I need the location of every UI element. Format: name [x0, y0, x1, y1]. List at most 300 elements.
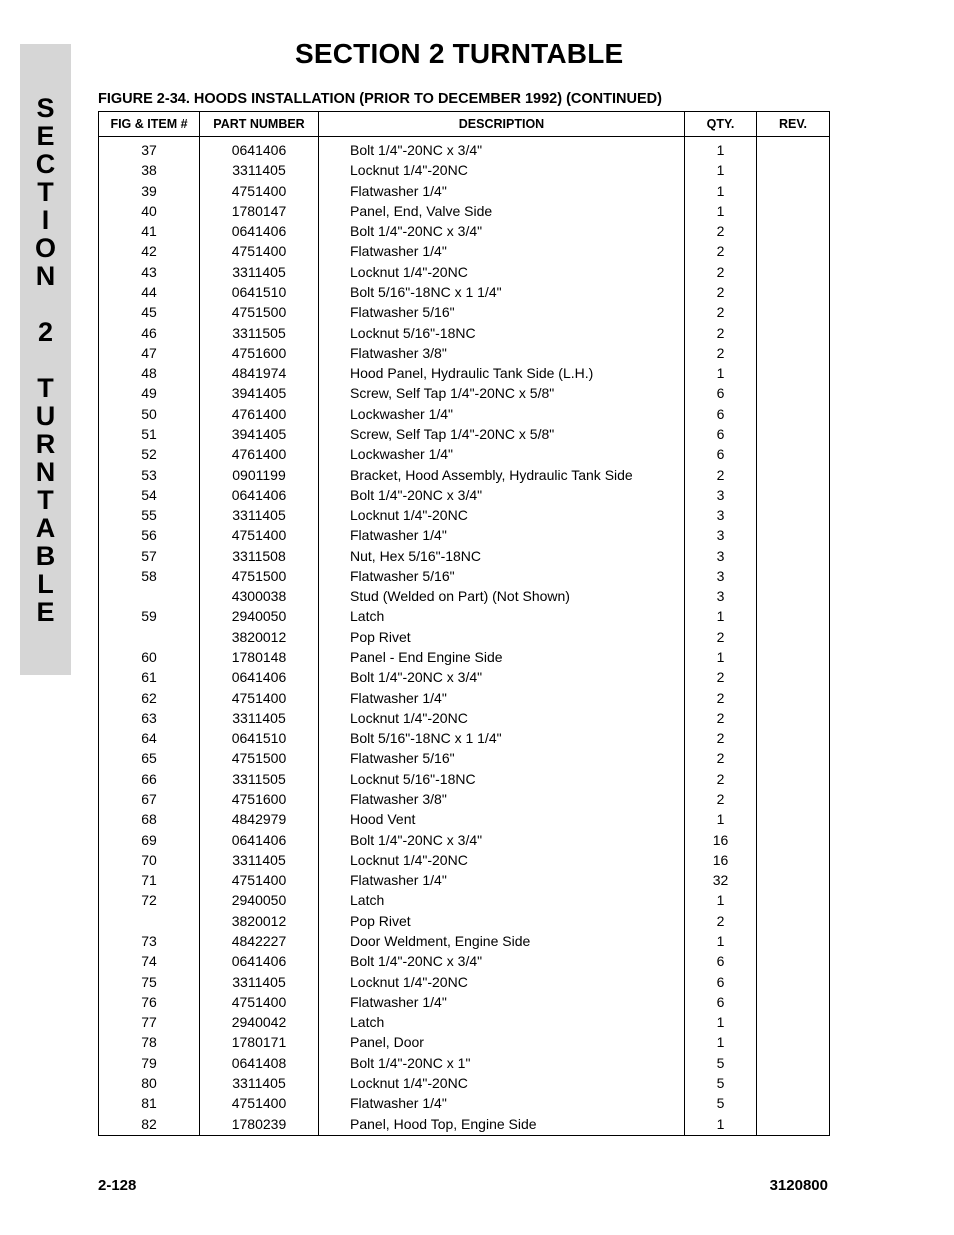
cell-qty: 5: [685, 1053, 757, 1073]
cell-part-number: 3311405: [200, 262, 319, 282]
table-row: [99, 728, 830, 748]
document-number: 3120800: [769, 1177, 828, 1194]
table-row: [99, 647, 830, 667]
cell-fig-item: 38: [99, 160, 200, 180]
cell-fig-item: 51: [99, 424, 200, 444]
table-row: [99, 221, 830, 241]
cell-rev: [757, 972, 830, 992]
cell-part-number: 4842979: [200, 809, 319, 829]
cell-qty: 1: [685, 809, 757, 829]
cell-fig-item: 61: [99, 667, 200, 687]
table-row: [99, 586, 830, 606]
cell-fig-item: 75: [99, 972, 200, 992]
side-tab-letter: C: [35, 149, 56, 179]
cell-qty: 1: [685, 647, 757, 667]
table-header: [99, 112, 830, 137]
table-row: [99, 890, 830, 910]
cell-fig-item: 70: [99, 850, 200, 870]
table-row: [99, 485, 830, 505]
cell-part-number: 2940042: [200, 1012, 319, 1032]
table-row: [99, 363, 830, 383]
cell-fig-item: [99, 911, 200, 931]
cell-description: Panel, Hood Top, Engine Side: [319, 1114, 685, 1136]
cell-fig-item: 71: [99, 870, 200, 890]
cell-rev: [757, 566, 830, 586]
cell-rev: [757, 201, 830, 221]
cell-description: Bolt 1/4"-20NC x 3/4": [319, 221, 685, 241]
cell-part-number: 0641406: [200, 137, 319, 161]
cell-qty: 1: [685, 606, 757, 626]
table-row: [99, 951, 830, 971]
cell-rev: [757, 911, 830, 931]
cell-part-number: 4751400: [200, 241, 319, 261]
table-row: [99, 972, 830, 992]
cell-qty: 3: [685, 586, 757, 606]
side-tab-letters: [20, 94, 71, 626]
cell-part-number: 4841974: [200, 363, 319, 383]
table-row: [99, 262, 830, 282]
cell-description: Bolt 1/4"-20NC x 3/4": [319, 485, 685, 505]
side-tab-letter: E: [36, 597, 55, 627]
cell-rev: [757, 1073, 830, 1093]
cell-rev: [757, 789, 830, 809]
cell-part-number: 0641406: [200, 951, 319, 971]
cell-fig-item: 67: [99, 789, 200, 809]
cell-fig-item: 49: [99, 383, 200, 403]
cell-fig-item: 58: [99, 566, 200, 586]
cell-description: Bolt 1/4"-20NC x 3/4": [319, 830, 685, 850]
cell-qty: 1: [685, 931, 757, 951]
cell-qty: 3: [685, 525, 757, 545]
cell-qty: 1: [685, 1032, 757, 1052]
cell-rev: [757, 404, 830, 424]
cell-rev: [757, 647, 830, 667]
table-row: [99, 606, 830, 626]
cell-fig-item: 78: [99, 1032, 200, 1052]
cell-part-number: 3941405: [200, 424, 319, 444]
cell-fig-item: 57: [99, 546, 200, 566]
header-row: [99, 112, 830, 137]
cell-part-number: 0641510: [200, 728, 319, 748]
cell-description: Bolt 5/16"-18NC x 1 1/4": [319, 728, 685, 748]
cell-fig-item: 45: [99, 302, 200, 322]
cell-description: Locknut 1/4"-20NC: [319, 708, 685, 728]
cell-part-number: 4751400: [200, 525, 319, 545]
cell-fig-item: 46: [99, 323, 200, 343]
page-title: SECTION 2 TURNTABLE: [295, 38, 624, 69]
cell-description: Flatwasher 5/16": [319, 302, 685, 322]
cell-rev: [757, 870, 830, 890]
header-part-number: PART NUMBER: [200, 112, 319, 137]
cell-description: Pop Rivet: [319, 627, 685, 647]
cell-part-number: 3941405: [200, 383, 319, 403]
cell-rev: [757, 667, 830, 687]
cell-description: Panel - End Engine Side: [319, 647, 685, 667]
table-row: [99, 302, 830, 322]
parts-table: [98, 111, 830, 1136]
table-row: [99, 1032, 830, 1052]
table-row: [99, 383, 830, 403]
cell-description: Screw, Self Tap 1/4"-20NC x 5/8": [319, 424, 685, 444]
side-tab-letter: T: [37, 485, 54, 515]
table-row: [99, 992, 830, 1012]
section-side-tab: [20, 44, 71, 675]
table-row: [99, 241, 830, 261]
cell-fig-item: [99, 627, 200, 647]
cell-part-number: 0641406: [200, 830, 319, 850]
cell-part-number: 1780148: [200, 647, 319, 667]
cell-fig-item: 42: [99, 241, 200, 261]
header-description: DESCRIPTION: [319, 112, 685, 137]
cell-qty: 32: [685, 870, 757, 890]
cell-qty: 6: [685, 972, 757, 992]
cell-rev: [757, 1032, 830, 1052]
cell-fig-item: 69: [99, 830, 200, 850]
cell-fig-item: 60: [99, 647, 200, 667]
cell-description: Locknut 5/16"-18NC: [319, 323, 685, 343]
cell-qty: 2: [685, 302, 757, 322]
table-row: [99, 1053, 830, 1073]
table-row: [99, 525, 830, 545]
table-body: [99, 137, 830, 1136]
cell-part-number: 0641406: [200, 667, 319, 687]
cell-rev: [757, 424, 830, 444]
cell-fig-item: 59: [99, 606, 200, 626]
cell-qty: 2: [685, 241, 757, 261]
table-row: [99, 546, 830, 566]
cell-rev: [757, 1093, 830, 1113]
table-row: [99, 1012, 830, 1032]
table-row: [99, 465, 830, 485]
cell-fig-item: 47: [99, 343, 200, 363]
cell-rev: [757, 627, 830, 647]
table-row: [99, 688, 830, 708]
cell-qty: 1: [685, 137, 757, 161]
cell-part-number: 3311405: [200, 972, 319, 992]
cell-rev: [757, 1012, 830, 1032]
cell-qty: 3: [685, 485, 757, 505]
cell-qty: 5: [685, 1093, 757, 1113]
cell-qty: 1: [685, 1012, 757, 1032]
cell-part-number: 1780147: [200, 201, 319, 221]
cell-qty: 6: [685, 424, 757, 444]
cell-description: Flatwasher 1/4": [319, 1093, 685, 1113]
cell-qty: 2: [685, 708, 757, 728]
cell-qty: 1: [685, 201, 757, 221]
cell-description: Flatwasher 3/8": [319, 789, 685, 809]
cell-qty: 6: [685, 951, 757, 971]
cell-part-number: 4751400: [200, 870, 319, 890]
table-row: [99, 1114, 830, 1136]
cell-rev: [757, 688, 830, 708]
cell-part-number: 4761400: [200, 444, 319, 464]
cell-description: Lockwasher 1/4": [319, 404, 685, 424]
cell-part-number: 0641510: [200, 282, 319, 302]
cell-rev: [757, 262, 830, 282]
cell-description: Locknut 1/4"-20NC: [319, 262, 685, 282]
table-row: [99, 667, 830, 687]
cell-fig-item: 50: [99, 404, 200, 424]
cell-rev: [757, 890, 830, 910]
cell-part-number: 4761400: [200, 404, 319, 424]
cell-description: Flatwasher 1/4": [319, 181, 685, 201]
cell-fig-item: 53: [99, 465, 200, 485]
cell-fig-item: 72: [99, 890, 200, 910]
side-tab-letter: B: [35, 541, 56, 571]
side-tab-letter: U: [35, 401, 56, 431]
cell-fig-item: 65: [99, 748, 200, 768]
cell-qty: 3: [685, 546, 757, 566]
cell-rev: [757, 748, 830, 768]
cell-qty: 2: [685, 627, 757, 647]
cell-rev: [757, 931, 830, 951]
side-tab-letter: I: [41, 205, 50, 235]
cell-rev: [757, 586, 830, 606]
cell-rev: [757, 606, 830, 626]
cell-qty: 2: [685, 688, 757, 708]
table-row: [99, 181, 830, 201]
cell-fig-item: 76: [99, 992, 200, 1012]
cell-part-number: 3311405: [200, 160, 319, 180]
cell-description: Pop Rivet: [319, 911, 685, 931]
table-row: [99, 160, 830, 180]
cell-description: Bolt 5/16"-18NC x 1 1/4": [319, 282, 685, 302]
cell-description: Locknut 5/16"-18NC: [319, 769, 685, 789]
cell-part-number: 0641406: [200, 485, 319, 505]
cell-part-number: 0641408: [200, 1053, 319, 1073]
cell-rev: [757, 1114, 830, 1136]
table-row: [99, 137, 830, 161]
cell-qty: 2: [685, 667, 757, 687]
cell-part-number: 3311405: [200, 850, 319, 870]
cell-description: Bolt 1/4"-20NC x 3/4": [319, 951, 685, 971]
cell-part-number: 3820012: [200, 911, 319, 931]
cell-part-number: 3311405: [200, 505, 319, 525]
cell-description: Latch: [319, 1012, 685, 1032]
cell-part-number: 4751400: [200, 1093, 319, 1113]
cell-description: Flatwasher 5/16": [319, 566, 685, 586]
cell-part-number: 3311405: [200, 1073, 319, 1093]
cell-fig-item: 73: [99, 931, 200, 951]
cell-part-number: 4751500: [200, 748, 319, 768]
cell-qty: 2: [685, 282, 757, 302]
cell-fig-item: 44: [99, 282, 200, 302]
table-row: [99, 424, 830, 444]
cell-description: Bolt 1/4"-20NC x 3/4": [319, 137, 685, 161]
side-tab-letter: L: [37, 569, 54, 599]
cell-part-number: 4751600: [200, 789, 319, 809]
side-tab-letter: 2: [37, 317, 54, 347]
cell-qty: 2: [685, 465, 757, 485]
table-row: [99, 870, 830, 890]
table-row: [99, 1073, 830, 1093]
table-row: [99, 809, 830, 829]
cell-description: Locknut 1/4"-20NC: [319, 505, 685, 525]
cell-qty: 2: [685, 789, 757, 809]
cell-description: Door Weldment, Engine Side: [319, 931, 685, 951]
cell-description: Locknut 1/4"-20NC: [319, 1073, 685, 1093]
side-tab-letter: T: [37, 177, 54, 207]
cell-fig-item: 81: [99, 1093, 200, 1113]
cell-qty: 16: [685, 830, 757, 850]
cell-qty: 5: [685, 1073, 757, 1093]
side-tab-letter: N: [35, 261, 56, 291]
header-rev: REV.: [757, 112, 830, 137]
cell-fig-item: 56: [99, 525, 200, 545]
table-row: [99, 343, 830, 363]
cell-description: Bracket, Hood Assembly, Hydraulic Tank Side: [319, 465, 685, 485]
table-row: [99, 1093, 830, 1113]
cell-description: Flatwasher 3/8": [319, 343, 685, 363]
cell-rev: [757, 951, 830, 971]
cell-fig-item: 37: [99, 137, 200, 161]
cell-part-number: 3820012: [200, 627, 319, 647]
cell-rev: [757, 221, 830, 241]
cell-description: Locknut 1/4"-20NC: [319, 972, 685, 992]
cell-fig-item: 55: [99, 505, 200, 525]
cell-rev: [757, 444, 830, 464]
figure-caption: FIGURE 2-34. HOODS INSTALLATION (PRIOR TO DECEMBER 1992) (CONTINUED): [98, 91, 662, 107]
cell-fig-item: 39: [99, 181, 200, 201]
table-row: [99, 830, 830, 850]
cell-description: Flatwasher 1/4": [319, 525, 685, 545]
cell-fig-item: 68: [99, 809, 200, 829]
cell-rev: [757, 363, 830, 383]
table-row: [99, 505, 830, 525]
cell-rev: [757, 505, 830, 525]
cell-description: Panel, Door: [319, 1032, 685, 1052]
cell-rev: [757, 728, 830, 748]
table-row: [99, 444, 830, 464]
cell-description: Stud (Welded on Part) (Not Shown): [319, 586, 685, 606]
cell-fig-item: [99, 586, 200, 606]
cell-rev: [757, 302, 830, 322]
cell-part-number: 4751400: [200, 992, 319, 1012]
cell-description: Latch: [319, 890, 685, 910]
cell-rev: [757, 992, 830, 1012]
cell-fig-item: 62: [99, 688, 200, 708]
cell-rev: [757, 850, 830, 870]
cell-rev: [757, 137, 830, 161]
table-row: [99, 708, 830, 728]
cell-part-number: 1780171: [200, 1032, 319, 1052]
table-row: [99, 789, 830, 809]
cell-rev: [757, 383, 830, 403]
cell-part-number: 3311505: [200, 769, 319, 789]
cell-description: Lockwasher 1/4": [319, 444, 685, 464]
cell-fig-item: 54: [99, 485, 200, 505]
cell-fig-item: 43: [99, 262, 200, 282]
cell-fig-item: 64: [99, 728, 200, 748]
cell-description: Bolt 1/4"-20NC x 3/4": [319, 667, 685, 687]
side-tab-letter: A: [35, 513, 56, 543]
cell-qty: 6: [685, 992, 757, 1012]
table-row: [99, 201, 830, 221]
table-row: [99, 911, 830, 931]
table-row: [99, 566, 830, 586]
cell-fig-item: 80: [99, 1073, 200, 1093]
cell-part-number: 2940050: [200, 606, 319, 626]
cell-description: Bolt 1/4"-20NC x 1": [319, 1053, 685, 1073]
cell-qty: 2: [685, 323, 757, 343]
cell-description: Screw, Self Tap 1/4"-20NC x 5/8": [319, 383, 685, 403]
cell-qty: 2: [685, 769, 757, 789]
cell-fig-item: 40: [99, 201, 200, 221]
cell-fig-item: 66: [99, 769, 200, 789]
cell-rev: [757, 708, 830, 728]
cell-rev: [757, 323, 830, 343]
side-tab-letter: N: [35, 457, 56, 487]
cell-rev: [757, 181, 830, 201]
cell-qty: 1: [685, 160, 757, 180]
cell-fig-item: 79: [99, 1053, 200, 1073]
cell-description: Locknut 1/4"-20NC: [319, 160, 685, 180]
side-tab-letter: O: [34, 233, 56, 263]
cell-qty: 3: [685, 566, 757, 586]
cell-qty: 3: [685, 505, 757, 525]
cell-description: Flatwasher 1/4": [319, 870, 685, 890]
cell-part-number: 3311508: [200, 546, 319, 566]
cell-rev: [757, 525, 830, 545]
header-qty: QTY.: [685, 112, 757, 137]
cell-rev: [757, 241, 830, 261]
cell-qty: 6: [685, 444, 757, 464]
cell-description: Hood Panel, Hydraulic Tank Side (L.H.): [319, 363, 685, 383]
cell-description: Panel, End, Valve Side: [319, 201, 685, 221]
cell-qty: 2: [685, 221, 757, 241]
cell-fig-item: 48: [99, 363, 200, 383]
page-number: 2-128: [98, 1177, 137, 1194]
table-row: [99, 404, 830, 424]
side-tab-letter: S: [36, 93, 55, 123]
header-fig-item: FIG & ITEM #: [99, 112, 200, 137]
cell-part-number: 4842227: [200, 931, 319, 951]
table-row: [99, 748, 830, 768]
cell-part-number: 4751600: [200, 343, 319, 363]
table-row: [99, 627, 830, 647]
cell-rev: [757, 485, 830, 505]
cell-part-number: 0901199: [200, 465, 319, 485]
cell-part-number: 1780239: [200, 1114, 319, 1136]
cell-description: Nut, Hex 5/16"-18NC: [319, 546, 685, 566]
cell-rev: [757, 769, 830, 789]
cell-part-number: 4300038: [200, 586, 319, 606]
cell-fig-item: 52: [99, 444, 200, 464]
cell-qty: 2: [685, 262, 757, 282]
cell-part-number: 3311405: [200, 708, 319, 728]
cell-rev: [757, 546, 830, 566]
table-row: [99, 323, 830, 343]
cell-description: Hood Vent: [319, 809, 685, 829]
cell-part-number: 4751500: [200, 566, 319, 586]
cell-qty: 2: [685, 728, 757, 748]
cell-rev: [757, 830, 830, 850]
cell-fig-item: 82: [99, 1114, 200, 1136]
table-row: [99, 850, 830, 870]
cell-part-number: 2940050: [200, 890, 319, 910]
cell-fig-item: 74: [99, 951, 200, 971]
cell-fig-item: 41: [99, 221, 200, 241]
table-row: [99, 282, 830, 302]
cell-part-number: 4751400: [200, 688, 319, 708]
cell-qty: 1: [685, 1114, 757, 1136]
cell-fig-item: 63: [99, 708, 200, 728]
cell-rev: [757, 160, 830, 180]
cell-qty: 6: [685, 383, 757, 403]
side-tab-letter: T: [37, 373, 54, 403]
cell-qty: 1: [685, 181, 757, 201]
cell-description: Flatwasher 1/4": [319, 992, 685, 1012]
